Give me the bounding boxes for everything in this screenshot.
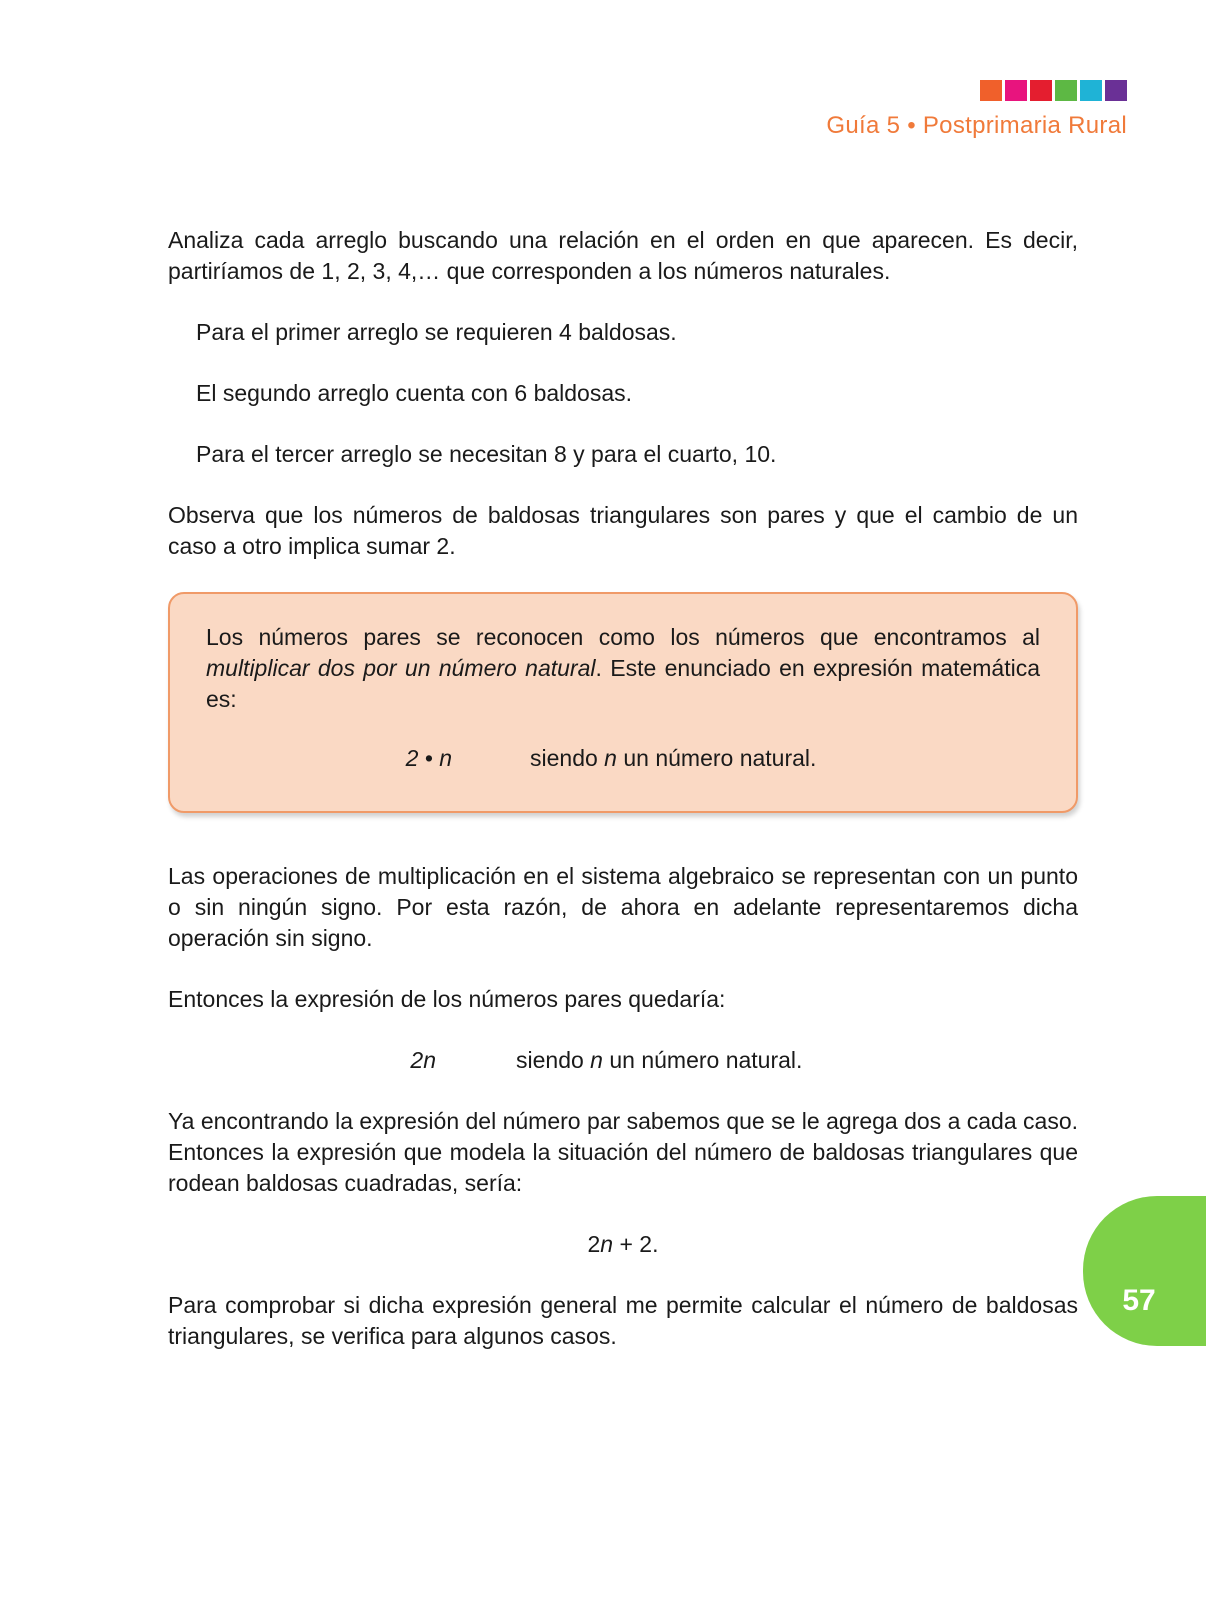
desc-end: un número natural.: [616, 745, 817, 771]
callout-text-italic: multiplicar dos por un número natural: [206, 655, 596, 681]
list-item: Para el tercer arreglo se necesitan 8 y para el cuarto, 10.: [196, 441, 777, 467]
color-square-purple: [1105, 80, 1127, 101]
formula-variable: n: [600, 1231, 614, 1257]
formula-rest: + 2.: [613, 1231, 659, 1257]
list-item: Para el primer arreglo se requieren 4 baldosas.: [196, 319, 677, 345]
desc-start: siendo: [530, 745, 605, 771]
page-number: 57: [1122, 1284, 1156, 1317]
color-square-orange: [980, 80, 1002, 101]
formula-even: 2n: [410, 1047, 436, 1073]
callout-formula-description: [530, 743, 816, 774]
callout-text-start: Los números pares se reconocen como los números que encontramos al: [206, 624, 1040, 650]
desc-end: un número natural.: [602, 1047, 803, 1073]
definition-callout: [168, 592, 1078, 813]
desc-variable: n: [604, 745, 617, 771]
paragraph-verify: Para comprobar si dicha expresión general me permite calcular el número de baldosas triangulares, se verifica para algunos casos.: [168, 1292, 1078, 1349]
desc-variable: n: [590, 1047, 603, 1073]
paragraph-observation: Observa que los números de baldosas triangulares son pares y que el cambio de un caso a otro implica sumar 2.: [168, 502, 1078, 559]
color-square-red: [1030, 80, 1052, 101]
formula-model: [168, 1229, 1078, 1260]
page-number-tab: [1083, 1196, 1206, 1346]
color-square-cyan: [1080, 80, 1102, 101]
formula-even-row: [168, 1045, 1078, 1076]
paragraph-multiplication: Las operaciones de multiplicación en el sistema algebraico se representan con un punto o sin ningún signo. Por esta razón, de ahora en adelante representaremos dicha operación sin signo.: [168, 863, 1078, 951]
formula-even-description: [516, 1045, 802, 1076]
page-content: [168, 225, 1078, 1352]
header-title: Guía 5 • Postprimaria Rural: [826, 112, 1127, 139]
list-item: El segundo arreglo cuenta con 6 baldosas.: [196, 380, 633, 406]
paragraph-intro: Analiza cada arreglo buscando una relación en el orden en que aparecen. Es decir, partiríamos de 1, 2, 3, 4,… que corresponden a los números naturales.: [168, 227, 1078, 284]
callout-text: [206, 622, 1040, 715]
formula-coefficient: 2: [587, 1231, 601, 1257]
paragraph-even-expression: Entonces la expresión de los números pares quedaría:: [168, 986, 726, 1012]
color-strip: [980, 80, 1127, 101]
callout-formula-row: [206, 743, 1040, 774]
callout-text-end: . Este enunciado en expresión matemática es:: [206, 655, 1040, 712]
paragraph-model: Ya encontrando la expresión del número par sabemos que se le agrega dos a cada caso. Entonces la expresión que modela la situación del número de baldosas triangulares que rodean baldosas cuadradas, sería:: [168, 1108, 1078, 1196]
desc-start: siendo: [516, 1047, 591, 1073]
callout-formula: 2 • n: [405, 745, 452, 771]
color-square-magenta: [1005, 80, 1027, 101]
color-square-green: [1055, 80, 1077, 101]
